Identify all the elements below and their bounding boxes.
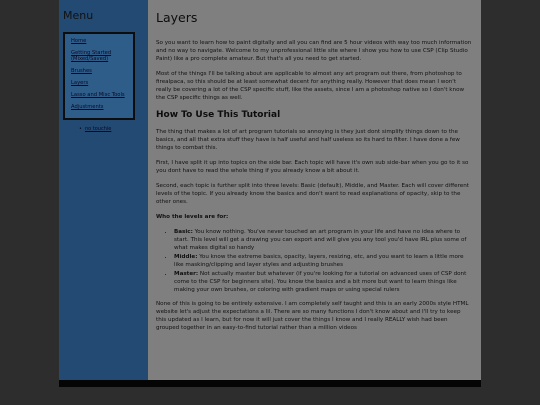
how-to-paragraph-2: First, I have split it up into topics on the side bar. Each topic will have it's own sub side-bar when you go to it so you dont have to read the whole thing if you already know a bit about it.: [156, 160, 469, 174]
nav-link-lasso-misc[interactable]: Lasso and Misc Tools: [71, 92, 125, 98]
nav-link-home[interactable]: Home: [71, 38, 87, 44]
page-title: Layers: [156, 10, 198, 25]
nav-menu: [63, 32, 135, 120]
bottom-bar: [59, 380, 481, 387]
level-middle: [174, 253, 472, 269]
bullet-icon: •: [79, 126, 82, 132]
how-to-paragraph-1: The thing that makes a lot of art program tutorials so annoying is they just dont simplify things down to the basics, and all that extra stuff they have is half useful and half useless so its hard to filter. I have done a few things to combat this.: [156, 129, 460, 151]
level-middle-name: Middle:: [174, 254, 198, 260]
how-to-paragraph-3: Second, each topic is further split into three levels: Basic (default), Middle, and Master. Each will cover different levels of the topic. If you already know the basics and don't want to read explanations of opacity, skip to the other ones.: [156, 183, 469, 205]
sub-nav-link[interactable]: no touchie: [84, 126, 112, 132]
level-master-text: Not actually master but whatever (if you're looking for a tutorial on advanced uses of CSP dont come to the CSP for beginners site). You know the basics and a bit more but want to learn things like making your own brushes, or coloring with gradient maps or using special rulers: [174, 271, 467, 293]
sidebar-title: Menu: [63, 9, 94, 22]
intro-paragraph-2: Most of the things I'll be talking about are applicable to almost any art program out there, from photoshop to firealpaca, so this should be at least somewhat decent for anything really. However that does mean I won't really be covering a lot of the CSP specific stuff, like the assets, since I am a photoshop native so I don't know the CSP specific things as well.: [156, 71, 465, 101]
nav-link-getting-started[interactable]: Getting Started (Mixed/Saved): [71, 50, 112, 62]
right-gutter: [481, 0, 540, 380]
level-basic-text: You know nothing. You've never touched an art program in your life and have no idea where to start. This level will get a drawing you can export and will give you any tool you'd have IRL plus some of what makes digital so handy: [174, 229, 467, 251]
levels-heading: Who the levels are for:: [156, 214, 229, 220]
sidebar: [59, 0, 148, 380]
level-middle-text: You know the extreme basics, opacity, layers, resizing, etc, and you want to learn a little more like masking/clipping and layer styles and adjusting brushes: [174, 254, 464, 268]
nav-link-layers[interactable]: Layers: [71, 80, 89, 86]
level-basic: [174, 228, 472, 252]
levels-list: [156, 228, 472, 294]
closing-paragraph: None of this is going to be entirely extensive. I am completely self taught and this is an early 2000s style HTML website let's adjust the expectations a lil. There are so many functions I don't know about and I'll try to keep this updated as I learn, but for now it will just cover the things I know and I really REALLY wish had been grouped together in an easy-to-find tutorial rather than a million videos: [156, 301, 469, 331]
level-basic-name: Basic:: [174, 229, 193, 235]
section-heading-how-to: How To Use This Tutorial: [156, 110, 281, 120]
nav-link-brushes[interactable]: Brushes: [71, 68, 92, 74]
intro-paragraph-1: So you want to learn how to paint digitally and all you can find are 5 hour videos with way too much information and no way to navigate. Welcome to my unprofessional little site where I show you how to use CSP (Clip Studio Paint) like a pro complete amateur. But that's all you need to get started.: [156, 40, 472, 62]
sub-nav: [79, 126, 144, 132]
level-master-name: Master:: [174, 271, 199, 277]
level-master: [174, 270, 472, 294]
main-content: [148, 0, 481, 380]
nav-link-adjustments[interactable]: Adjustments: [71, 104, 104, 110]
